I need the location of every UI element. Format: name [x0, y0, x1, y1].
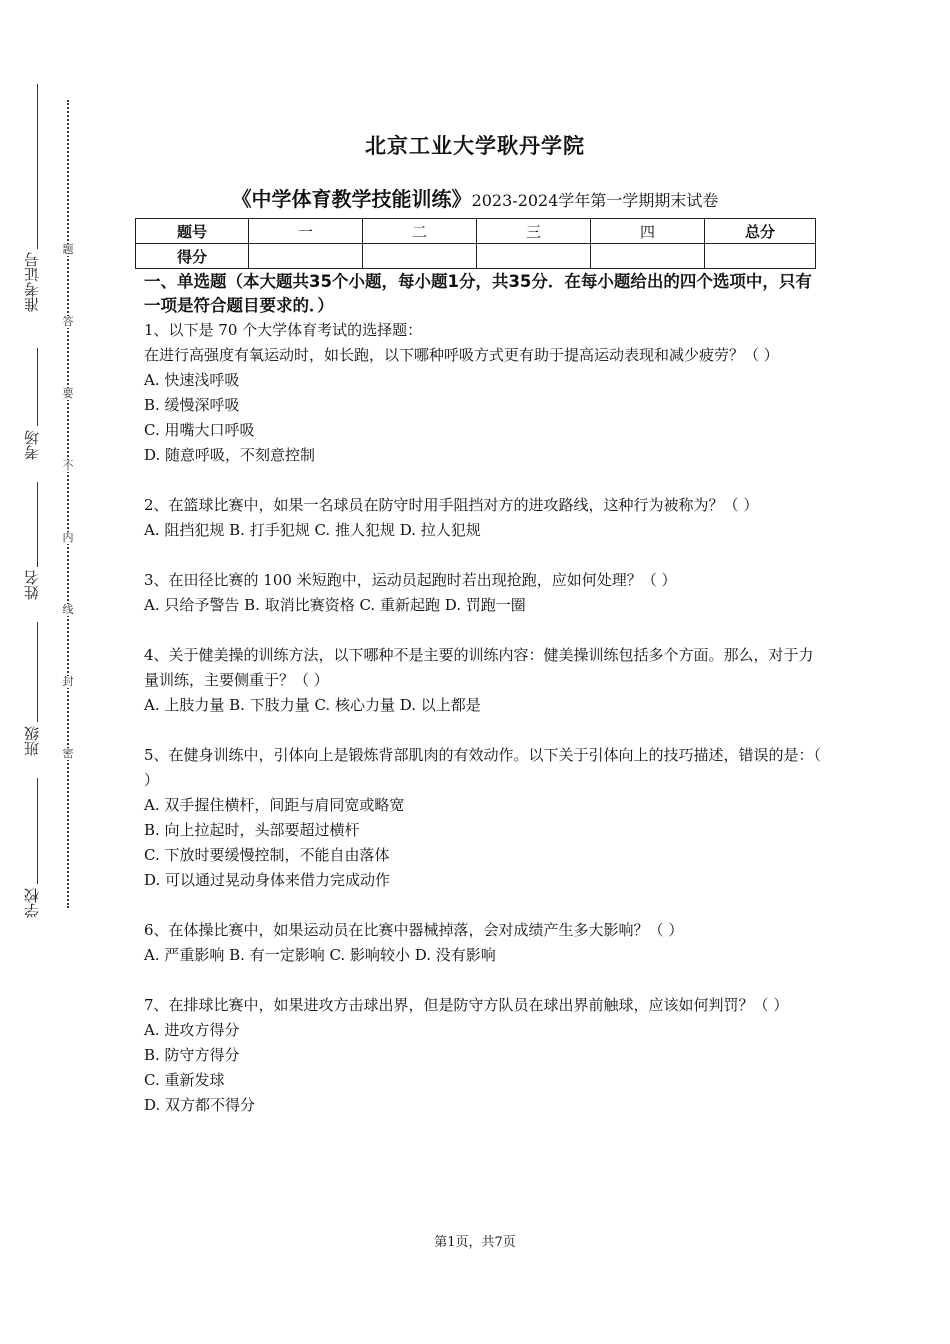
- options-line: A. 上肢力量 B. 下肢力量 C. 核心力量 D. 以上都是: [144, 696, 481, 714]
- sidebar-label-class: 班级: [23, 726, 41, 756]
- score-header-cell: 总分: [705, 219, 816, 244]
- score-table-header-row: [136, 219, 816, 244]
- seal-char: 密: [62, 747, 74, 760]
- sidebar-label-exam-room: 考场: [23, 430, 41, 460]
- seal-char: 线: [62, 603, 74, 616]
- score-header-cell: 一: [249, 219, 363, 244]
- question-text: 7、在排球比赛中，如果进攻方击球出界，但是防守方队员在球出界前触球，应该如何判罚？（ ）: [144, 996, 789, 1014]
- option: D. 双方都不得分: [144, 1096, 256, 1114]
- question-text: 在进行高强度有氧运动时，如长跑，以下哪种呼吸方式更有助于提高运动表现和减少疲劳？（ ）: [144, 346, 779, 364]
- score-table: [135, 218, 816, 269]
- option: C. 用嘴大口呼吸: [144, 421, 255, 439]
- option: B. 缓慢深呼吸: [144, 396, 240, 414]
- sidebar-line: [37, 778, 38, 884]
- sidebar-line: [37, 622, 38, 722]
- question-1: [144, 318, 824, 468]
- seal-char: 不: [62, 459, 74, 472]
- exam-subtitle: [0, 183, 950, 212]
- section-heading: 一、单选题（本大题共35个小题，每小题1分，共35分．在每小题给出的四个选项中，只有一项是符合题目要求的．）: [144, 272, 812, 315]
- question-text: 6、在体操比赛中，如果运动员在比赛中器械掉落，会对成绩产生多大影响？（ ）: [144, 921, 684, 939]
- question-2: [144, 493, 824, 543]
- options-line: A. 只给予警告 B. 取消比赛资格 C. 重新起跑 D. 罚跑一圈: [144, 596, 526, 614]
- option: B. 向上拉起时，头部要超过横杆: [144, 821, 360, 839]
- question-text: 4、关于健美操的训练方法，以下哪种不是主要的训练内容：健美操训练包括多个方面。那么，对于力量训练，主要侧重于？（ ）: [144, 646, 814, 689]
- question-7: [144, 993, 824, 1118]
- score-cell[interactable]: [363, 244, 477, 269]
- question-6: [144, 918, 824, 968]
- score-cell[interactable]: [705, 244, 816, 269]
- score-header-cell: 二: [363, 219, 477, 244]
- question-text: 3、在田径比赛的 100 米短跑中，运动员起跑时若出现抢跑，应如何处理？（ ）: [144, 571, 677, 589]
- score-cell[interactable]: [477, 244, 591, 269]
- question-5: [144, 743, 824, 893]
- seal-char: 答: [62, 315, 74, 328]
- score-cell[interactable]: [249, 244, 363, 269]
- option: B. 防守方得分: [144, 1046, 240, 1064]
- question-content: [144, 270, 824, 1118]
- options-line: A. 阻挡犯规 B. 打手犯规 C. 推人犯规 D. 拉人犯规: [144, 521, 481, 539]
- option: C. 重新发球: [144, 1071, 225, 1089]
- option: A. 快速浅呼吸: [144, 371, 240, 389]
- sidebar-label-school: 学校: [23, 888, 41, 918]
- options-line: A. 严重影响 B. 有一定影响 C. 影响较小 D. 没有影响: [144, 946, 496, 964]
- question-text: 5、在健身训练中，引体向上是锻炼背部肌肉的有效动作。以下关于引体向上的技巧描述，错误的是：（ ）: [144, 746, 822, 789]
- seal-char: 要: [62, 387, 74, 400]
- sidebar-line: [37, 482, 38, 567]
- option: C. 下放时要缓慢控制，不能自由落体: [144, 846, 390, 864]
- seal-char: 内: [62, 531, 74, 544]
- exam-term: 2023-2024学年第一学期期末试卷: [471, 191, 719, 210]
- sidebar-line: [37, 348, 38, 426]
- course-name: 《中学体育教学技能训练》: [231, 187, 472, 211]
- option: A. 双手握住横杆，间距与肩同宽或略宽: [144, 796, 405, 814]
- question-3: [144, 568, 824, 618]
- sidebar-line: [37, 84, 38, 249]
- option: D. 可以通过晃动身体来借力完成动作: [144, 871, 391, 889]
- option: A. 进攻方得分: [144, 1021, 240, 1039]
- page-number: 第1页，共7页: [434, 1235, 516, 1250]
- sidebar-label-name: 姓名: [23, 570, 41, 600]
- score-header-cell: 题号: [136, 219, 249, 244]
- sidebar-label-exam-number: 准考证号: [23, 252, 41, 312]
- option: D. 随意呼吸，不刻意控制: [144, 446, 316, 464]
- question-4: [144, 643, 824, 718]
- question-text: 2、在篮球比赛中，如果一名球员在防守时用手阻挡对方的进攻路线，这种行为被称为？（ ）: [144, 496, 759, 514]
- score-row-label: 得分: [136, 244, 249, 269]
- question-stem: 1、以下是 70 个大学体育考试的选择题：: [144, 321, 423, 339]
- seal-char: 封: [62, 675, 74, 688]
- seal-dotted-line: [67, 100, 69, 908]
- score-table-score-row: [136, 244, 816, 269]
- score-header-cell: 三: [477, 219, 591, 244]
- score-header-cell: 四: [591, 219, 705, 244]
- score-cell[interactable]: [591, 244, 705, 269]
- page-title: 北京工业大学耿丹学院: [365, 134, 585, 158]
- seal-char: 题: [62, 243, 74, 256]
